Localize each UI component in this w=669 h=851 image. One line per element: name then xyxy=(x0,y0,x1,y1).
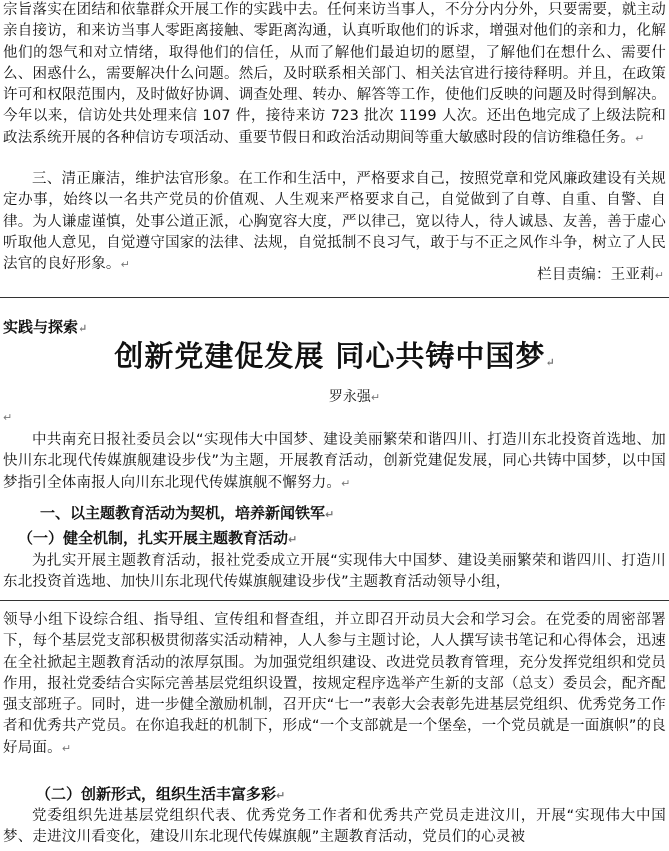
article-author: 罗永强↵ xyxy=(328,389,381,405)
section-divider xyxy=(0,297,669,298)
subsection-heading-1: （一）健全机制，扎实开展主题教育活动↵ xyxy=(18,529,298,547)
article-title: 创新党建促发展 同心共铸中国梦↵ xyxy=(114,339,555,373)
subsection-2-paragraph: 党委组织先进基层党组织代表、优秀党务工作者和优秀共产党员走进汶川，开展“实现伟大中国梦、走进汶川看变化，建设川东北现代传媒旗舰”主题教育活动，党员们的心灵被 xyxy=(3,808,666,846)
column-label: 实践与探索↵ xyxy=(3,318,88,336)
paragraph-mark: ↵ xyxy=(3,411,13,424)
top-article-paragraph-2: 三、清正廉洁，维护法官形象。在工作和生活中，严格要求自己，按照党章和党风廉政建设有关规定办事，始终以一名共产党员的价值观、人生观来严格要求自己，自觉做到了自尊、自重、自警、自律。为人谦虚谨慎，处事公道正派，心胸宽容大度，严以律己，宽以待人，待人诚恳、友善，善于虚心听取他人意见，自觉遵守国家的法律、法规，自觉抵制不良习气，敢于与不正之风作斗争，树立了人民法官的良好形象。↵ xyxy=(3,171,666,273)
section-heading-1: 一、以主题教育活动为契机，培养新闻铁军↵ xyxy=(40,504,335,522)
subsection-1-paragraph-a: 为扎实开展主题教育活动，报社党委成立开展“实现伟大中国梦、建设美丽繁荣和谐四川、打造川东北投资首选地、加快川东北现代传媒旗舰建设步伐”主题教育活动领导小组， xyxy=(3,553,666,591)
column-editor: 栏目责编：王亚莉↵ xyxy=(537,267,664,283)
subsection-1-paragraph-b: 领导小组下设综合组、指导组、宣传组和督查组，并立即召开动员大会和学习会。在党委的周密部署下，每个基层党支部积极贯彻落实活动精神，人人参与主题讨论，人人撰写读书笔记和心得体会，迅速在全社掀起主题教育活动的浓厚氛围。为加强党组织建设、改进党员教育管理，充分发挥党组织和党员作用，报社党委结合实际完善基层党组织设置，按规定程序选举产生新的支部（总支）委员会，配齐配强支部班子。同时，进一步健全激励机制，召开庆“七一”表彰大会表彰先进基层党组织、优秀党务工作者和优秀共产党员。在你追我赶的机制下，形成“一个支部就是一个堡垒，一个党员就是一面旗帜”的良好局面。↵ xyxy=(3,612,666,756)
subsection-heading-2: （二）创新形式，组织生活丰富多彩↵ xyxy=(36,785,286,803)
intro-paragraph: 中共南充日报社委员会以“实现伟大中国梦、建设美丽繁荣和谐四川、打造川东北投资首选地、加快川东北现代传媒旗舰建设步伐”为主题，开展教育活动，创新党建促发展，同心共铸中国梦，以中国梦指引全体南报人向川东北现代传媒旗舰不懈努力。↵ xyxy=(3,432,666,491)
page-break-line xyxy=(0,600,669,601)
top-article-paragraph-1: 宗旨落实在团结和依靠群众开展工作的实践中去。任何来访当事人，不分分内分外，只要需要，就主动亲自接访，和来访当事人零距离接触、零距离沟通，认真听取他们的诉求，增强对他们的亲和力，化解他们的怨气和对立情绪，取得他们的信任，从而了解他们最迫切的愿望，了解他们在想什么、需要什么、困惑什么，需要解决什么问题。然后，及时联系相关部门、相关法官进行接待释明。并且，在政策许可和权限范围内，及时做好协调、调查处理、转办、解答等工作，使他们反映的问题及时得到解决。今年以来，信访处共处理来信 107 件，接待来访 723 批次 1199 人次。还出色地完成了上级法院和政法系统开展的各种信访专项活动、重要节假日和政治活动期间等重大敏感时段的信访维稳任务。↵ xyxy=(3,2,666,146)
